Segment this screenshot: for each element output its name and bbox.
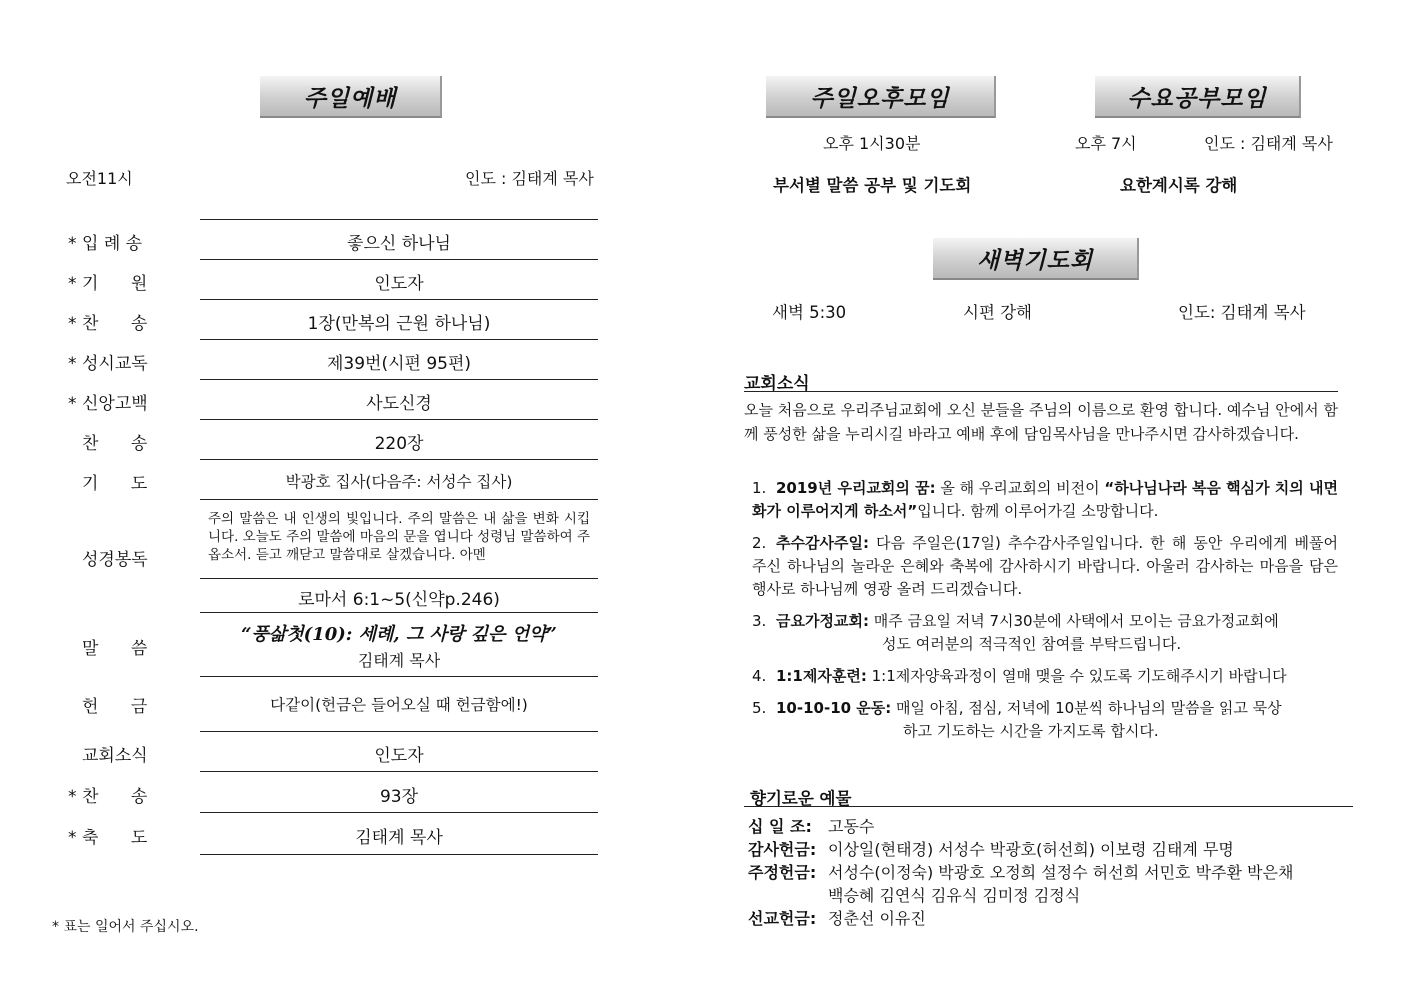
row-label: 교회소식	[82, 746, 148, 766]
offering-row: 선교헌금: 정춘선 이유진	[748, 909, 926, 928]
news-item-continuation: 하고 기도하는 시간을 가지도록 합시다.	[903, 722, 1159, 740]
table-line	[200, 219, 598, 220]
offering-row: 백승혜 김연식 김유식 김미정 김정식	[828, 886, 1081, 905]
news-item: 5. 10-10-10 운동: 매일 아침, 점심, 저녁에 10분씩 하나님의 말씀을 읽고 묵상	[752, 699, 1282, 717]
table-line	[200, 854, 598, 855]
row-value: 사도신경	[366, 394, 432, 414]
row-label: * 기 원	[68, 274, 148, 294]
wednesday-leader: 인도 : 김태계 목사	[1204, 134, 1333, 153]
table-line	[200, 339, 598, 340]
scripture-prayer: 주의 말씀은 내 인생의 빛입니다. 주의 말씀은 내 삶을 변화 시킵니다. 오늘도 주의 말씀에 마음의 문을 엽니다 성령님 말씀하여 주옵소서. 듣고 깨닫고 말씀대로 살겠습니다. 아멘	[208, 511, 590, 563]
table-line	[200, 578, 598, 579]
row-value: 로마서 6:1~5(신약p.246)	[298, 590, 500, 610]
row-label: 성경봉독	[82, 550, 148, 570]
worship-time: 오전11시	[66, 169, 133, 188]
table-line	[200, 299, 598, 300]
table-line	[200, 379, 598, 380]
table-line	[200, 459, 598, 460]
row-value: 김태계 목사	[357, 651, 441, 670]
afternoon-desc: 부서별 말씀 공부 및 기도회	[773, 176, 972, 195]
row-label: * 성시교독	[68, 354, 148, 374]
wednesday-title-banner	[1095, 76, 1301, 118]
dawn-desc: 시편 강해	[963, 303, 1033, 322]
row-label: * 찬 송	[68, 787, 148, 807]
news-item: 1. 2019년 우리교회의 꿈: 올 해 우리교회의 비전이 “하나님나라 복음 핵심가 치의 내면화가 이루어지게 하소서”입니다. 함께 이루어가길 소망합니다.	[752, 479, 1338, 520]
row-label: * 찬 송	[68, 314, 148, 334]
row-value: 220장	[374, 434, 424, 454]
worship-leader: 인도 : 김태계 목사	[465, 169, 594, 188]
row-value: 김태계 목사	[355, 828, 443, 848]
wednesday-title: 수요공부모임	[1127, 84, 1267, 112]
offerings-title-underline	[744, 806, 1353, 807]
dawn-leader: 인도: 김태계 목사	[1178, 303, 1306, 322]
afternoon-time: 오후 1시30분	[823, 134, 921, 153]
footnote: * 표는 일어서 주십시오.	[52, 919, 199, 935]
table-line	[200, 731, 598, 732]
row-label: * 축 도	[68, 828, 148, 848]
table-line	[200, 259, 598, 260]
row-value: 박광호 집사(다음주: 서성수 집사)	[285, 473, 513, 491]
sermon-title: “풍삶첫(10): 세례, 그 사랑 깊은 언약”	[241, 624, 557, 645]
wednesday-time: 오후 7시	[1075, 134, 1137, 153]
dawn-title-banner	[933, 238, 1139, 280]
wednesday-desc: 요한계시록 강해	[1120, 176, 1238, 195]
news-item: 3. 금요가정교회: 매주 금요일 저녁 7시30분에 사택에서 모이는 금요가정교회에	[752, 612, 1279, 630]
row-label: * 신앙고백	[68, 394, 148, 414]
table-line	[200, 676, 598, 677]
afternoon-title: 주일오후모임	[810, 84, 950, 112]
table-line	[200, 499, 598, 500]
table-line	[200, 812, 598, 813]
offering-row: 십 일 조: 고동수	[748, 817, 875, 836]
news-intro: 오늘 처음으로 우리주님교회에 오신 분들을 주님의 이름으로 환영 합니다. 예수님 안에서 함께 풍성한 삶을 누리시길 바라고 예배 후에 담임목사님을 만나주시면 감사하겠습니다.	[744, 401, 1338, 443]
row-label: 찬 송	[82, 434, 148, 454]
row-label: 기 도	[82, 474, 148, 494]
dawn-title: 새벽기도회	[976, 246, 1094, 274]
row-value: 93장	[379, 787, 419, 807]
news-item: 4. 1:1제자훈련: 1:1제자양육과정이 열매 맺을 수 있도록 기도해주시기 바랍니다	[752, 667, 1287, 685]
row-value: 1장(만복의 근원 하나님)	[307, 314, 491, 334]
news-title-underline	[744, 391, 1338, 392]
table-line	[200, 612, 598, 613]
row-label: * 입 례 송	[68, 234, 143, 254]
offering-row: 감사헌금: 이상일(현태경) 서성수 박광호(허선희) 이보령 김태계 무명	[748, 840, 1234, 859]
row-value: 다같이(헌금은 들어오실 때 헌금함에!)	[270, 696, 528, 714]
offerings-title: 향기로운 예물	[750, 789, 852, 808]
offering-row: 주정헌금: 서성수(이정숙) 박광호 오정희 설정수 허선희 서민호 박주환 박은채	[748, 863, 1294, 882]
table-line	[200, 771, 598, 772]
table-line	[200, 419, 598, 420]
worship-title-banner	[260, 76, 442, 118]
row-label: 말 씀	[82, 639, 148, 659]
row-label: 헌 금	[82, 697, 148, 717]
row-value: 좋으신 하나님	[347, 234, 451, 254]
news-title: 교회소식	[744, 374, 810, 394]
news-item-continuation: 성도 여러분의 적극적인 참여를 부탁드립니다.	[882, 635, 1182, 653]
dawn-time: 새벽 5:30	[772, 303, 847, 322]
row-value: 제39번(시편 95편)	[326, 354, 472, 374]
row-value: 인도자	[374, 274, 424, 294]
afternoon-title-banner	[766, 76, 996, 118]
worship-title: 주일예배	[303, 84, 397, 112]
news-item: 2. 추수감사주일: 다음 주일은(17일) 추수감사주일입니다. 한 해 동안 우리에게 베풀어 주신 하나님의 놀라운 은혜와 축복에 감사하시기 바랍니다. 아울러 감사하는 마음을 담은 행사로 하나님께 영광 올려 드리겠습니다.	[752, 534, 1338, 598]
row-value: 인도자	[374, 746, 424, 766]
